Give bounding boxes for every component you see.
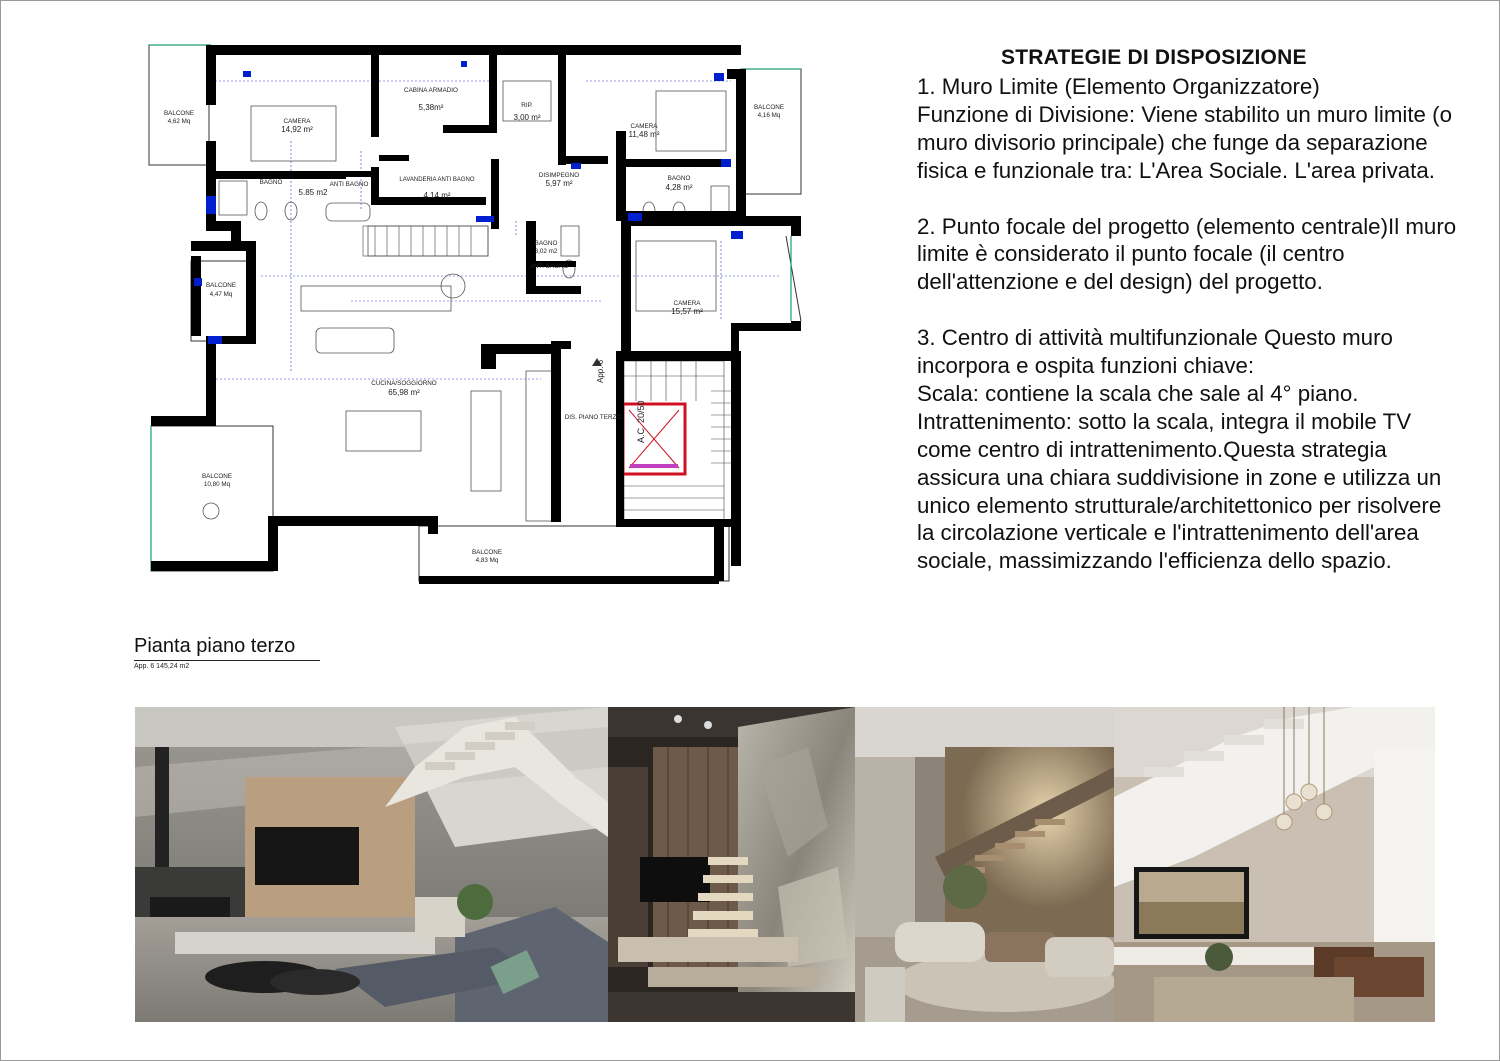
room-area: 11,48 m² <box>628 130 660 139</box>
room-name: BAGNO <box>667 175 691 182</box>
room-name: BALCONE <box>163 110 195 117</box>
room-name: CUCINA/SOGGIORNO <box>371 380 437 387</box>
room-name: CAMERA <box>283 118 311 125</box>
plan-subtitle: App. 6 145,24 m2 <box>134 663 190 670</box>
room-area: 4,62 Mq <box>167 118 191 125</box>
room-name: RIP. <box>521 102 533 109</box>
strategy-paragraph: 3. Centro di attività multifunzionale Questo muro incorpora e ospita funzioni chiave: Scala: contiene la scala che sale al 4° piano. Intrattenimento: sotto la scala, integra il mobile TV come centro di intrattenimento.Questa strategia assicura una chiara suddivisione in zone e utilizza un unico elemento strutturale/architettonico per risolvere la circolazione verticale e l'intrattenimento dell'area sociale, massimizzando l'efficienza dello spazio. <box>917 325 1442 574</box>
room-area: 10,80 Mq <box>203 481 231 488</box>
reference-photo-lounge-staircase <box>855 707 1114 1022</box>
room-name: BAGNO <box>259 179 283 186</box>
reference-photos <box>135 707 1435 1022</box>
room-name: CAMERA <box>673 300 701 307</box>
room-name: LAVANDERIA ANTI BAGNO <box>399 177 475 183</box>
room-area: 14,92 m² <box>281 125 313 134</box>
strategy-paragraph: 2. Punto focale del progetto (elemento centrale)Il muro limite è considerato il punto focale (il centro dell'attenzione e del design) del progetto. <box>917 213 1457 295</box>
reference-photo-stone-wall <box>608 707 855 1022</box>
room-area: 15,57 m² <box>671 307 703 316</box>
room-name: BALCONE <box>201 473 233 480</box>
room-area: 4,28 m² <box>665 183 693 192</box>
room-name: DIS. PIANO TERZO <box>564 414 622 421</box>
room-area: 5.85 m2 <box>298 188 328 197</box>
elevator-label: A.C. 20/50 <box>636 400 646 443</box>
reference-photo-living-staircase <box>135 707 608 1022</box>
strategy-paragraph: 1. Muro Limite (Elemento Organizzatore) Funzione di Divisione: Viene stabilito un muro limite (o muro divisorio principale) che funge da separazione fisica e funzionale tra: L'Area Sociale. L'area privata. <box>917 74 1452 183</box>
floor-plan <box>131 31 821 601</box>
room-area: 4,16 Mq <box>757 112 781 119</box>
room-area: 5,38m² <box>418 103 444 112</box>
room-area: 5,97 m² <box>545 179 573 188</box>
room-name: ANTI BAGNO <box>329 181 369 188</box>
room-area: 3,02 m2 <box>534 248 558 255</box>
room-name: BALCONE <box>753 104 785 111</box>
room-area: 65,98 m² <box>388 388 420 397</box>
reference-photo-white-staircase <box>1114 707 1435 1022</box>
room-area: 4,47 Mq <box>209 291 233 298</box>
room-name: BALCONE <box>471 549 503 556</box>
room-name: CAMERA <box>630 123 658 130</box>
room-name: ANTI BAGNO <box>529 263 569 270</box>
strategies-title: STRATEGIE DI DISPOSIZIONE <box>1001 46 1307 69</box>
room-name: CABINA ARMADIO <box>404 87 458 94</box>
room-area: 4,14 m² <box>423 191 451 200</box>
plan-title: Pianta piano terzo <box>134 635 320 661</box>
room-name: DISIMPEGNO <box>538 172 580 179</box>
strategies-text <box>917 73 1457 603</box>
apartment-marker: App. 6 <box>596 359 605 383</box>
room-area: 4,83 Mq <box>475 557 499 564</box>
room-name: BAGNO <box>534 240 558 247</box>
room-area: 3,00 m² <box>513 113 541 122</box>
room-name: BALCONE <box>205 282 237 289</box>
